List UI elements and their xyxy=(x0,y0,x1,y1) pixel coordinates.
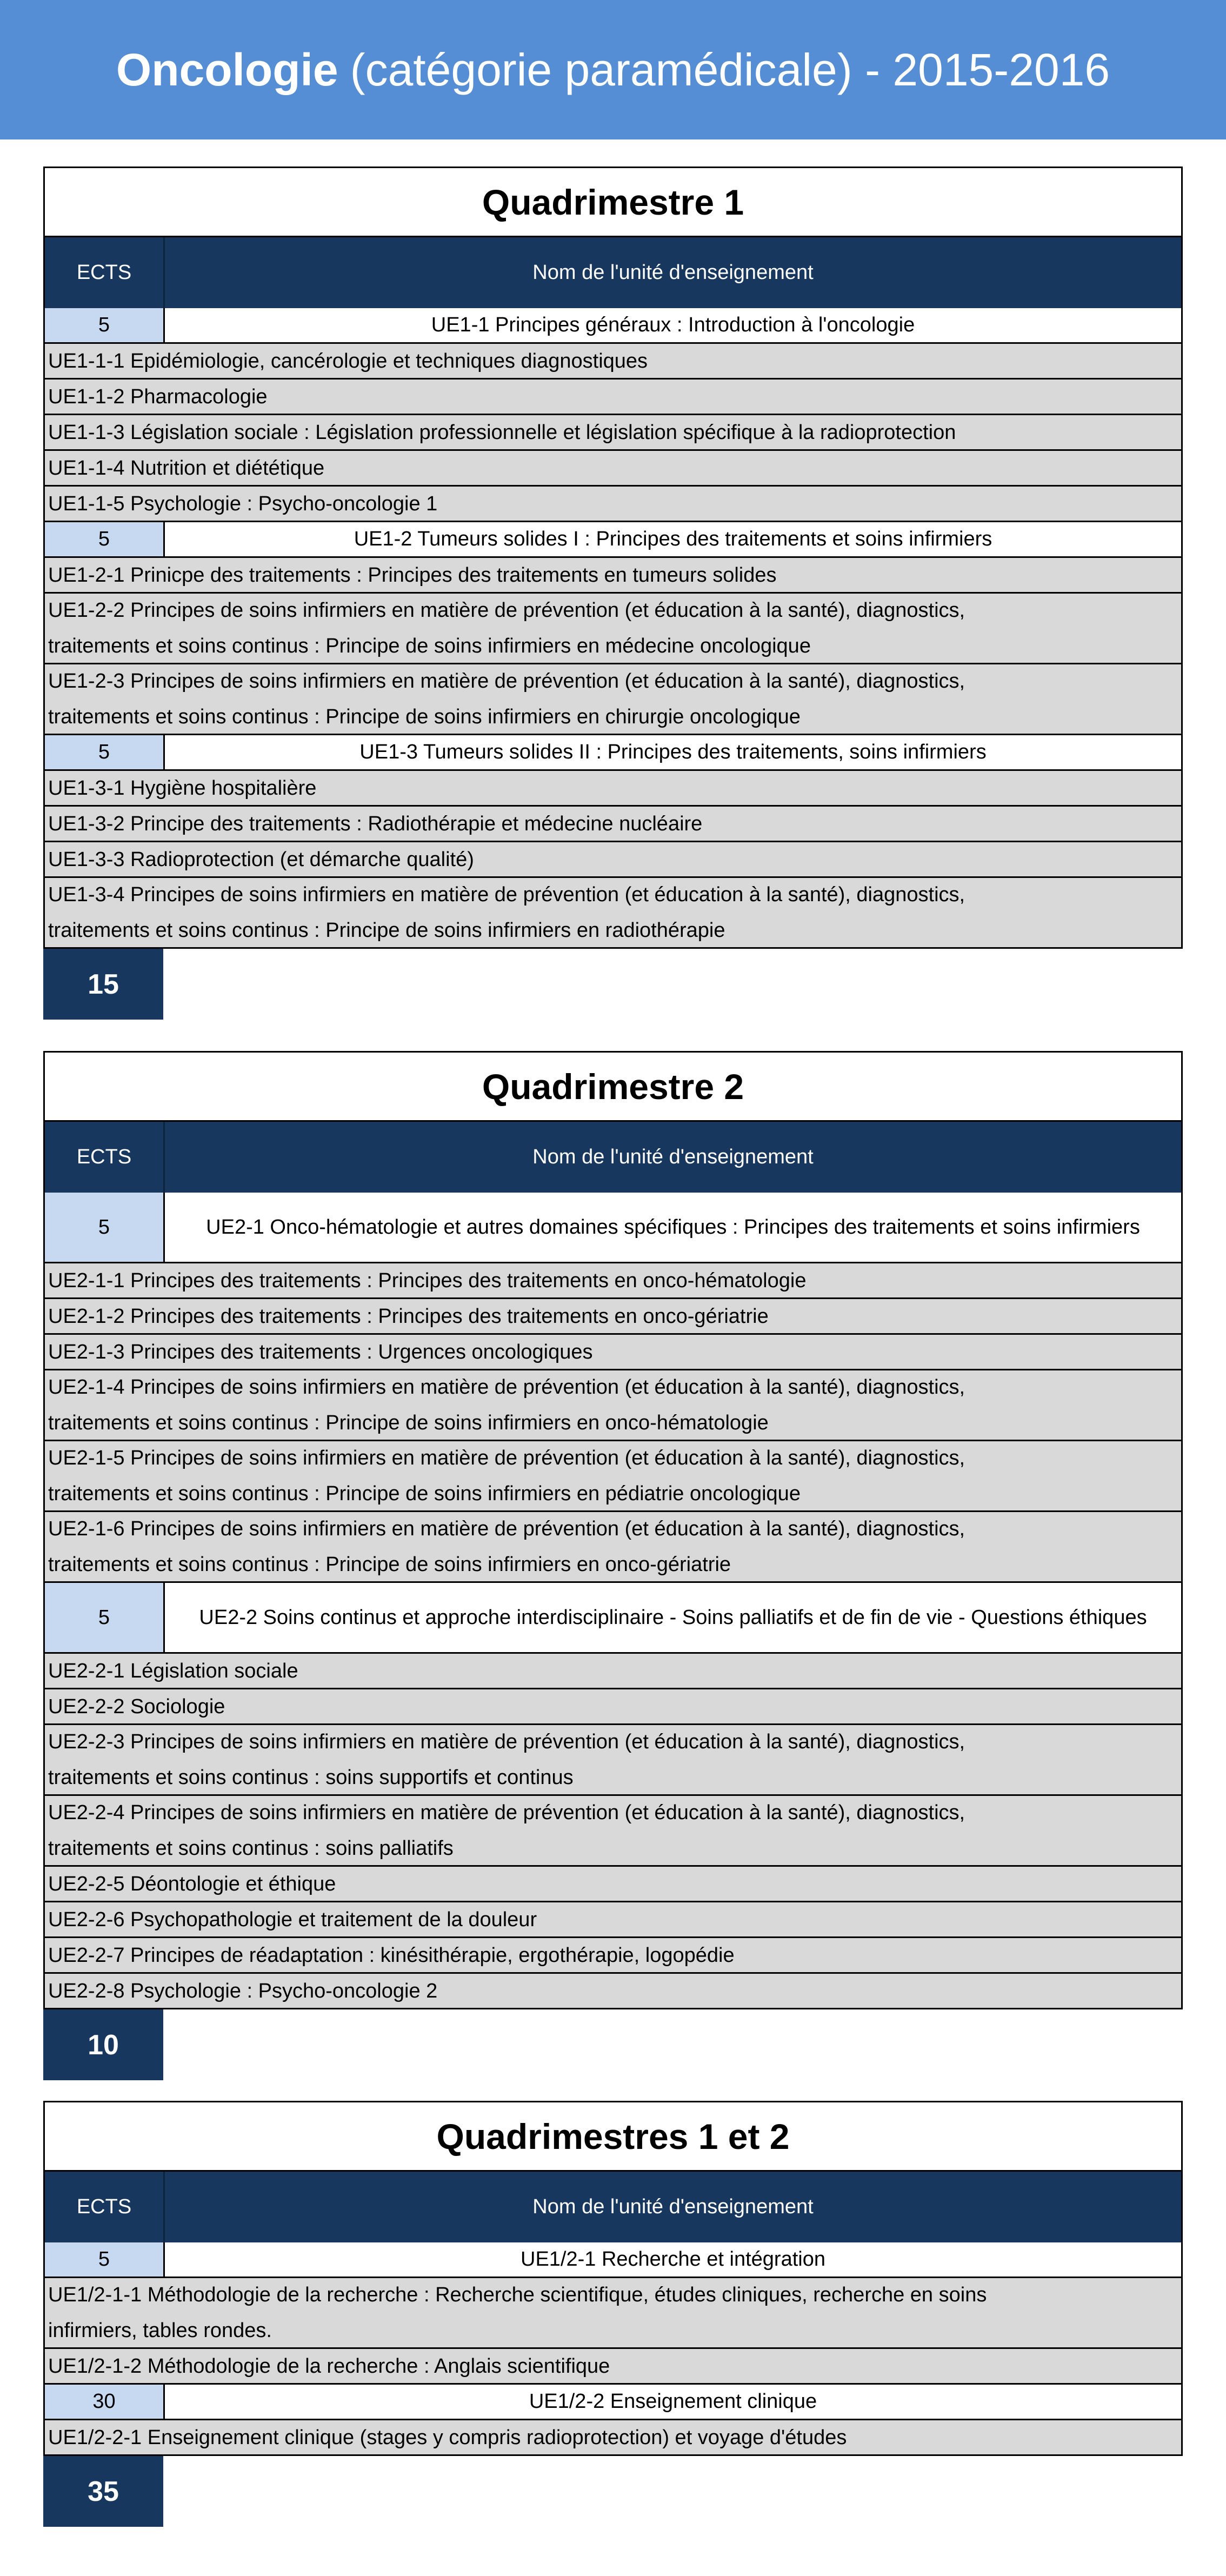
subunit-row xyxy=(43,1796,1183,1867)
ects-column-header: ECTS xyxy=(45,1122,165,1193)
subunit-text: UE1-2-2 Principes de soins infirmiers en matière de prévention (et éducation à la santé), diagnostics, traitements et soins continus : Principe de soins infirmiers en médecine oncologique xyxy=(48,599,965,657)
ects-column-header: ECTS xyxy=(45,237,165,308)
table-header xyxy=(43,2172,1183,2242)
ue-row xyxy=(43,2385,1183,2420)
ue-row xyxy=(43,2242,1183,2278)
subunit-row xyxy=(43,807,1183,842)
subunit-text: UE1/2-1-2 Méthodologie de la recherche : Anglais scientifique xyxy=(48,2354,610,2378)
ue-name: UE1-2 Tumeurs solides I : Principes des traitements et soins infirmiers xyxy=(165,522,1181,556)
ue-row xyxy=(43,735,1183,771)
ue-name: UE1-3 Tumeurs solides II : Principes des traitements, soins infirmiers xyxy=(165,735,1181,769)
subunit-text: UE2-1-5 Principes de soins infirmiers en matière de prévention (et éducation à la santé), diagnostics, traitements et soins continus : Principe de soins infirmiers en pédiatrie oncologique xyxy=(48,1447,965,1505)
subunit-row xyxy=(43,594,1183,664)
subunit-text: UE1-2-3 Principes de soins infirmiers en matière de prévention (et éducation à la santé), diagnostics, traitements et soins continus : Principe de soins infirmiers en chirurgie oncologique xyxy=(48,670,965,728)
table-header xyxy=(43,237,1183,308)
page-header xyxy=(0,0,1226,139)
subunit-text: UE1-2-1 Prinicpe des traitements : Principes des traitements en tumeurs solides xyxy=(48,563,777,587)
subunit-text: UE2-2-5 Déontologie et éthique xyxy=(48,1872,336,1895)
section-quadrimestre-2 xyxy=(43,1051,1183,2080)
subunit-row xyxy=(43,451,1183,487)
subunit-text: UE2-2-3 Principes de soins infirmiers en matière de prévention (et éducation à la santé), diagnostics, traitements et soins continus : soins supportifs et continus xyxy=(48,1730,965,1789)
ects-total: 15 xyxy=(43,949,163,1020)
subunit-text: UE2-2-8 Psychologie : Psycho-oncologie 2 xyxy=(48,1979,438,2002)
subunit-text: UE2-2-4 Principes de soins infirmiers en matière de prévention (et éducation à la santé), diagnostics, traitements et soins continus : soins palliatifs xyxy=(48,1801,965,1860)
subunit-row xyxy=(43,487,1183,522)
subunit-row xyxy=(43,558,1183,594)
subunit-text: UE2-1-3 Principes des traitements : Urgences oncologiques xyxy=(48,1340,593,1363)
subunit-text: UE1-1-1 Epidémiologie, cancérologie et techniques diagnostiques xyxy=(48,349,648,372)
subunit-row xyxy=(43,2278,1183,2349)
subunit-text: UE1-3-2 Principe des traitements : Radiothérapie et médecine nucléaire xyxy=(48,812,703,835)
subunit-row xyxy=(43,1902,1183,1938)
subunit-row xyxy=(43,1335,1183,1370)
subunit-row xyxy=(43,1654,1183,1689)
subunit-text: UE1-3-1 Hygiène hospitalière xyxy=(48,776,317,800)
ects-total: 10 xyxy=(43,2009,163,2080)
ects-total: 35 xyxy=(43,2456,163,2527)
ue-ects: 5 xyxy=(45,1583,165,1652)
subunit-text: UE2-1-4 Principes de soins infirmiers en matière de prévention (et éducation à la santé), diagnostics, traitements et soins continus : Principe de soins infirmiers en onco-hématologie xyxy=(48,1376,965,1434)
subunit-text: UE1/2-1-1 Méthodologie de la recherche : Recherche scientifique, études cliniques, recherche en soins infirmiers, tables rondes. xyxy=(48,2284,987,2342)
ects-column-header: ECTS xyxy=(45,2172,165,2242)
subunit-row xyxy=(43,415,1183,451)
ue-row xyxy=(43,1193,1183,1263)
subunit-row xyxy=(43,344,1183,380)
page-title-rest: (catégorie paramédicale) - 2015-2016 xyxy=(350,44,1110,95)
name-column-header: Nom de l'unité d'enseignement xyxy=(532,1146,814,1168)
name-column-header: Nom de l'unité d'enseignement xyxy=(532,2195,814,2218)
subunit-text: UE1-1-3 Législation sociale : Législation professionnelle et législation spécifique à la radioprotection xyxy=(48,421,956,444)
subunit-row xyxy=(43,1263,1183,1299)
subunit-text: UE1-1-2 Pharmacologie xyxy=(48,385,268,408)
subunit-row xyxy=(43,1512,1183,1583)
subunit-row xyxy=(43,878,1183,949)
subunit-text: UE2-2-7 Principes de réadaptation : kinésithérapie, ergothérapie, logopédie xyxy=(48,1943,735,1967)
subunit-row xyxy=(43,842,1183,878)
subunit-row xyxy=(43,1370,1183,1441)
subunit-text: UE1-1-4 Nutrition et diététique xyxy=(48,456,325,480)
ue-row xyxy=(43,522,1183,558)
ue-row xyxy=(43,308,1183,344)
subunit-text: UE1-3-3 Radioprotection (et démarche qualité) xyxy=(48,848,474,871)
section-quadrimestre-1 xyxy=(43,167,1183,1020)
subunit-row xyxy=(43,1867,1183,1902)
subunit-text: UE2-2-1 Législation sociale xyxy=(48,1659,298,1682)
section-title: Quadrimestre 1 xyxy=(43,167,1183,237)
subunit-text: UE2-2-2 Sociologie xyxy=(48,1695,225,1718)
ue-ects: 5 xyxy=(45,2242,165,2277)
subunit-text: UE2-2-6 Psychopathologie et traitement de la douleur xyxy=(48,1908,537,1931)
page-title-bold: Oncologie xyxy=(116,44,338,95)
subunit-row xyxy=(43,1689,1183,1725)
section-title: Quadrimestres 1 et 2 xyxy=(43,2101,1183,2172)
subunit-row xyxy=(43,1974,1183,2009)
section-title: Quadrimestre 2 xyxy=(43,1051,1183,1122)
subunit-row xyxy=(43,664,1183,735)
ue-ects: 5 xyxy=(45,1193,165,1262)
ue-ects: 30 xyxy=(45,2385,165,2419)
subunit-row xyxy=(43,1299,1183,1335)
subunit-row xyxy=(43,1441,1183,1512)
ue-name: UE1/2-1 Recherche et intégration xyxy=(165,2242,1181,2277)
table-header xyxy=(43,1122,1183,1193)
subunit-row xyxy=(43,380,1183,415)
section-quadrimestres-1-et-2 xyxy=(43,2101,1183,2527)
name-column-header: Nom de l'unité d'enseignement xyxy=(532,261,814,284)
subunit-text: UE2-1-1 Principes des traitements : Principes des traitements en onco-hématologie xyxy=(48,1269,807,1292)
ue-name: UE2-1 Onco-hématologie et autres domaines spécifiques : Principes des traitements et soins infirmiers xyxy=(165,1193,1181,1262)
subunit-row xyxy=(43,2349,1183,2385)
subunit-text: UE1-3-4 Principes de soins infirmiers en matière de prévention (et éducation à la santé), diagnostics, traitements et soins continus : Principe de soins infirmiers en radiothérapie xyxy=(48,883,965,942)
subunit-row xyxy=(43,1725,1183,1796)
subunit-text: UE1-1-5 Psychologie : Psycho-oncologie 1 xyxy=(48,492,438,515)
subunit-text: UE1/2-2-1 Enseignement clinique (stages y compris radioprotection) et voyage d'études xyxy=(48,2426,847,2449)
ue-ects: 5 xyxy=(45,735,165,769)
subunit-row xyxy=(43,771,1183,807)
ue-ects: 5 xyxy=(45,522,165,556)
ue-name: UE1-1 Principes généraux : Introduction à l'oncologie xyxy=(165,308,1181,342)
ue-row xyxy=(43,1583,1183,1654)
ue-name: UE2-2 Soins continus et approche interdisciplinaire - Soins palliatifs et de fin de vie - Questions éthiques xyxy=(165,1583,1181,1652)
ue-name: UE1/2-2 Enseignement clinique xyxy=(165,2385,1181,2419)
subunit-text: UE2-1-2 Principes des traitements : Principes des traitements en onco-gériatrie xyxy=(48,1304,769,1328)
subunit-row xyxy=(43,2420,1183,2456)
subunit-text: UE2-1-6 Principes de soins infirmiers en matière de prévention (et éducation à la santé), diagnostics, traitements et soins continus : Principe de soins infirmiers en onco-gériatrie xyxy=(48,1517,965,1576)
ue-ects: 5 xyxy=(45,308,165,342)
subunit-row xyxy=(43,1938,1183,1974)
